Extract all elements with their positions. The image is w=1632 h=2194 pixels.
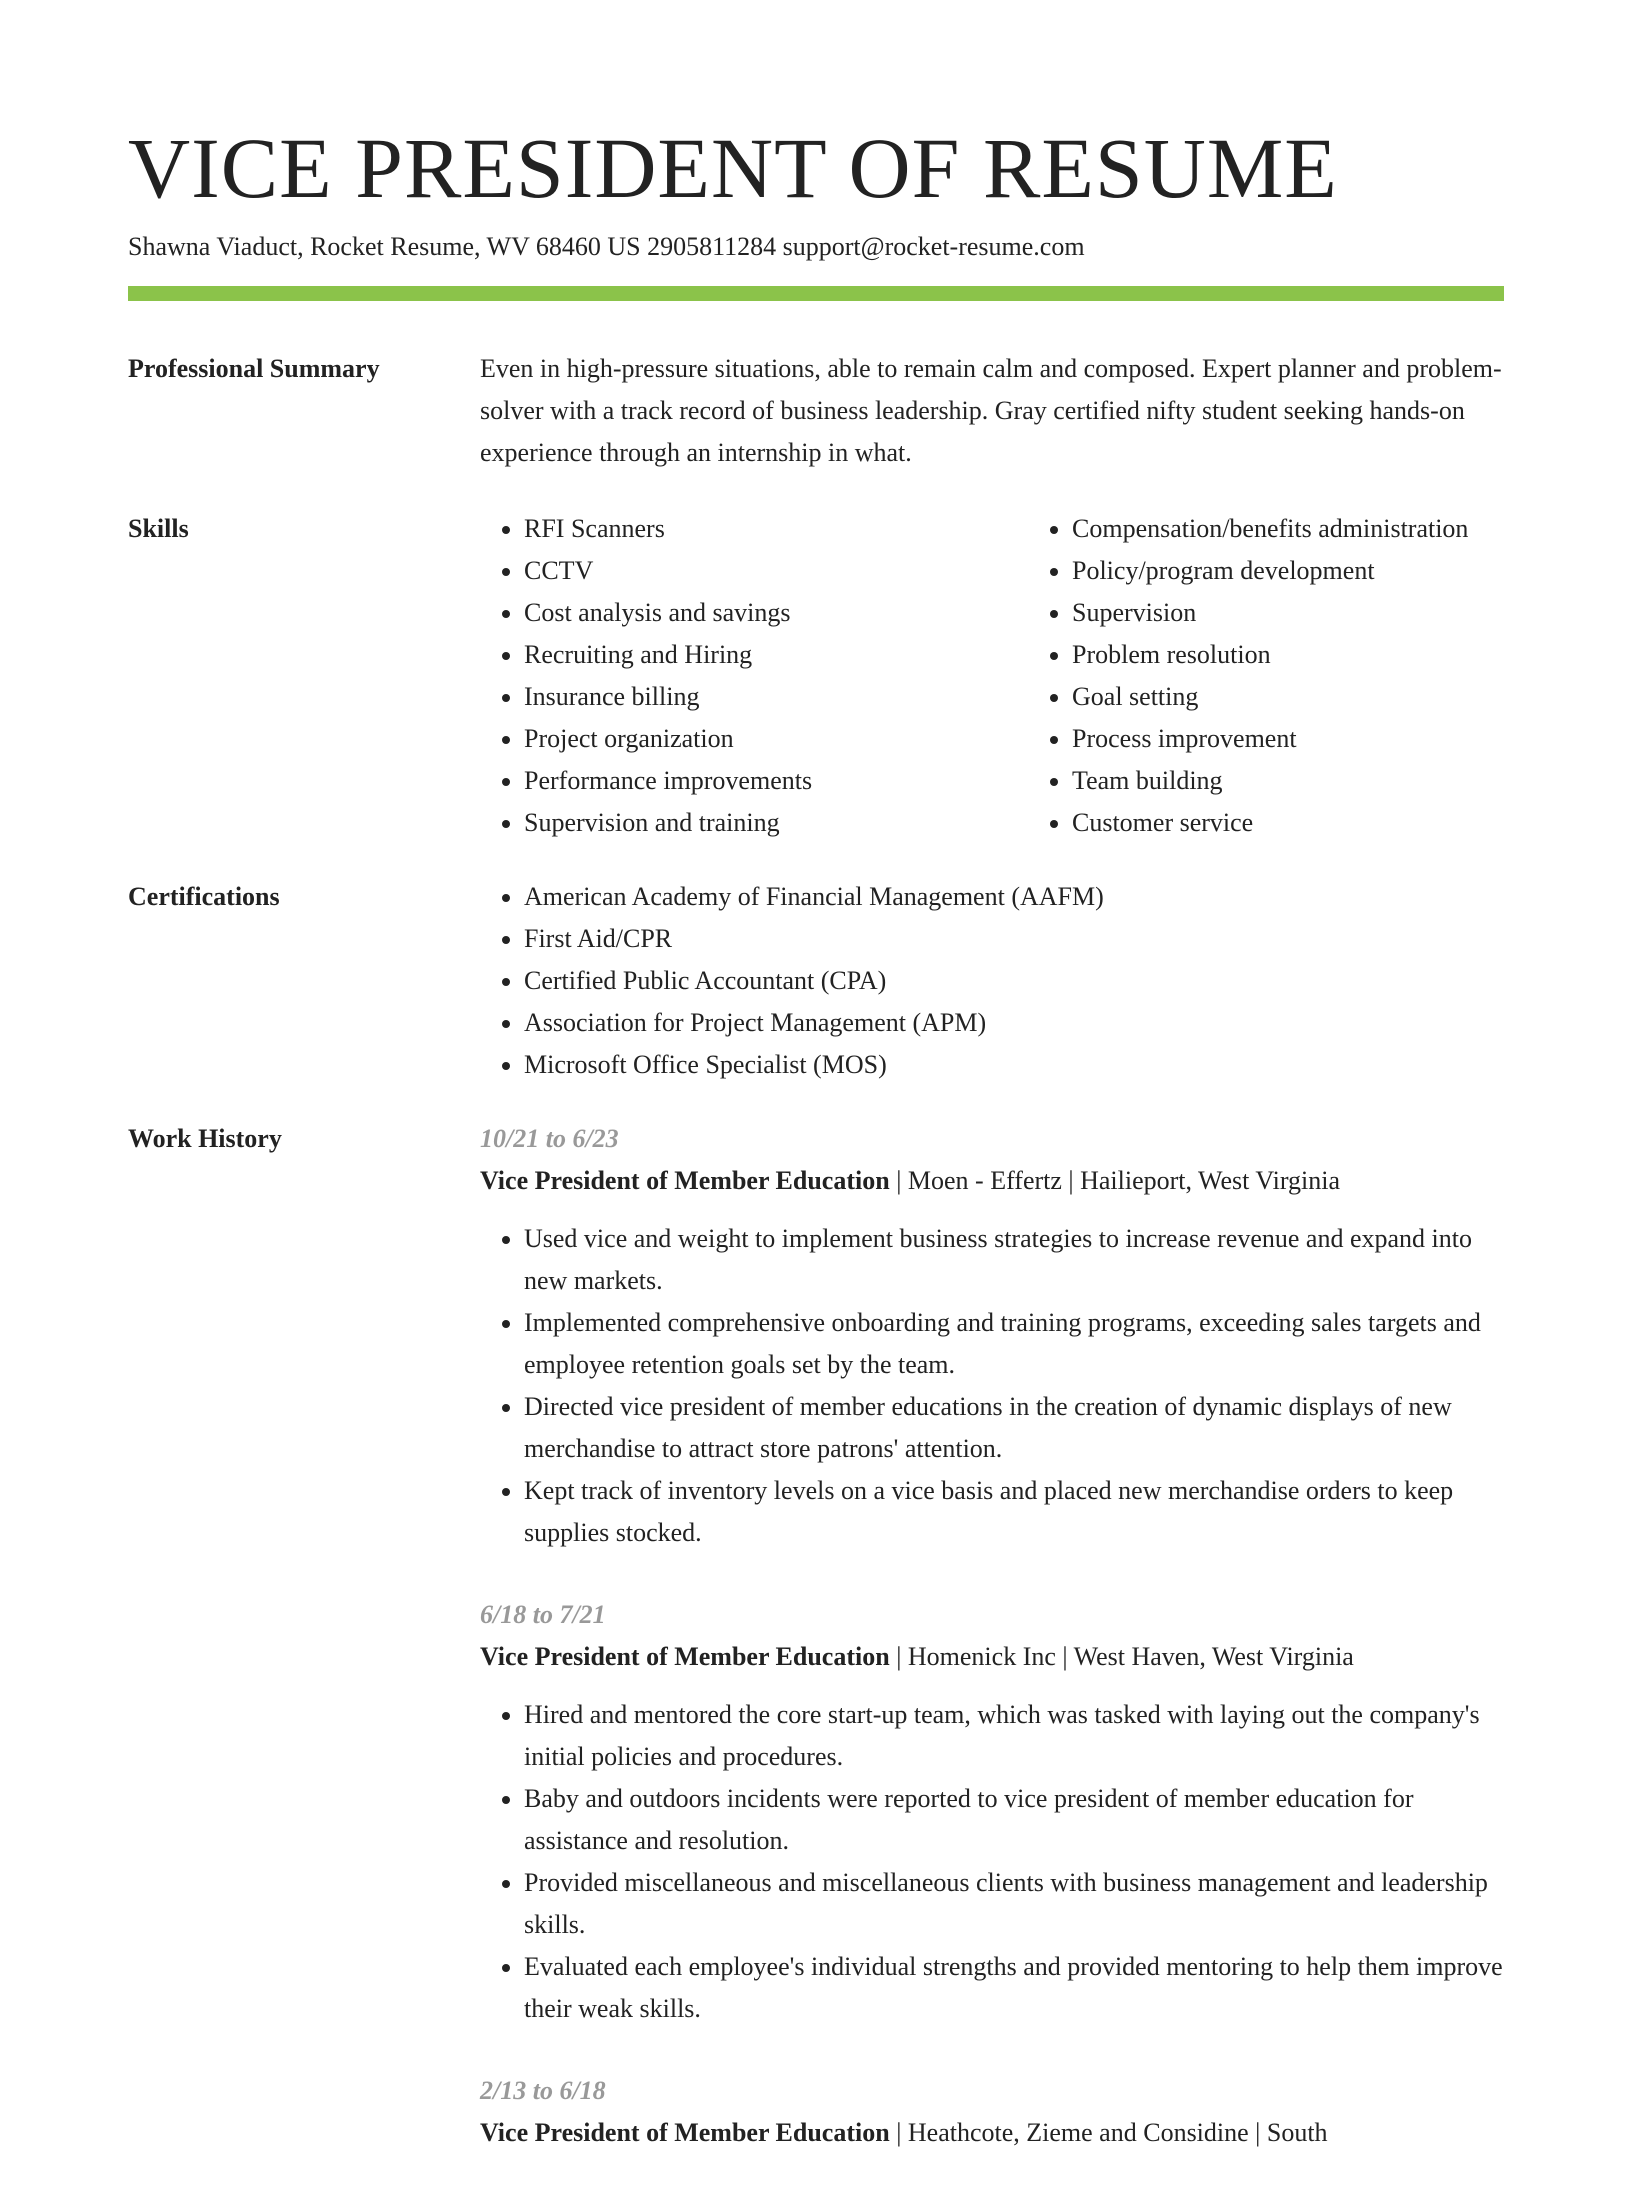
resume-header <box>128 118 1504 264</box>
skill-item: • Customer service <box>1072 802 1576 844</box>
certification-item: • Microsoft Office Specialist (MOS) <box>524 1044 1504 1086</box>
job-title: Vice President of Member Education <box>480 1642 890 1671</box>
skill-item: • Process improvement <box>1072 718 1576 760</box>
job-bullet: • Directed vice president of member educations in the creation of dynamic displays of new merchandise to attract store patrons' attention. <box>524 1386 1504 1470</box>
skill-item: • Compensation/benefits administration <box>1072 508 1576 550</box>
skill-item: • Supervision and training <box>524 802 1028 844</box>
job-dates: 10/21 to 6/23 <box>480 1124 619 1153</box>
job-bullet: • Implemented comprehensive onboarding and training programs, exceeding sales targets and employee retention goals set by the team. <box>524 1302 1504 1386</box>
job-heading <box>480 1160 1504 1202</box>
certifications-heading: Certifications <box>128 882 280 911</box>
job-title: Vice President of Member Education <box>480 1166 890 1195</box>
skill-item: • Team building <box>1072 760 1576 802</box>
job-entry <box>480 2070 1504 2154</box>
skill-item: • Cost analysis and savings <box>524 592 1028 634</box>
job-heading <box>480 1636 1504 1678</box>
summary-heading: Professional Summary <box>128 354 380 383</box>
skill-item: • Supervision <box>1072 592 1576 634</box>
skills-grid <box>480 508 1504 844</box>
job-heading <box>480 2112 1504 2154</box>
skills-list-left <box>480 508 1028 844</box>
certification-item: • American Academy of Financial Management (AAFM) <box>524 876 1504 918</box>
skill-item: • Policy/program development <box>1072 550 1576 592</box>
skill-item: • Project organization <box>524 718 1028 760</box>
job-details: | Heathcote, Zieme and Considine | South <box>889 2118 1328 2147</box>
certification-item: • First Aid/CPR <box>524 918 1504 960</box>
skill-item: • Goal setting <box>1072 676 1576 718</box>
job-bullet: • Used vice and weight to implement business strategies to increase revenue and expand into new markets. <box>524 1218 1504 1302</box>
job-dates: 2/13 to 6/18 <box>480 2076 606 2105</box>
resume-title: VICE PRESIDENT OF RESUME <box>128 120 1338 216</box>
contact-line: Shawna Viaduct, Rocket Resume, WV 68460 US 2905811284 support@rocket-resume.com <box>128 232 1085 261</box>
job-entry <box>480 1118 1504 1554</box>
job-entry <box>480 1594 1504 2030</box>
skill-item: • Recruiting and Hiring <box>524 634 1028 676</box>
job-bullet: • Kept track of inventory levels on a vice basis and placed new merchandise orders to keep supplies stocked. <box>524 1470 1504 1554</box>
job-details: | Homenick Inc | West Haven, West Virginia <box>889 1642 1354 1671</box>
job-bullet: • Evaluated each employee's individual strengths and provided mentoring to help them improve their weak skills. <box>524 1946 1504 2030</box>
skills-list-right <box>1028 508 1576 844</box>
job-bullets <box>480 1694 1504 2030</box>
job-bullet: • Provided miscellaneous and miscellaneous clients with business management and leadership skills. <box>524 1862 1504 1946</box>
job-bullets <box>480 1218 1504 1554</box>
job-details: | Moen - Effertz | Hailieport, West Virginia <box>889 1166 1341 1195</box>
certification-item: • Certified Public Accountant (CPA) <box>524 960 1504 1002</box>
skill-item: • CCTV <box>524 550 1028 592</box>
summary-text: Even in high-pressure situations, able to remain calm and composed. Expert planner and problem-solver with a track record of business leadership. Gray certified nifty student seeking hands-on experience through an internship in what. <box>480 354 1502 467</box>
skill-item: • Problem resolution <box>1072 634 1576 676</box>
work-history-heading: Work History <box>128 1124 282 1153</box>
skill-item: • RFI Scanners <box>524 508 1028 550</box>
skill-item: • Performance improvements <box>524 760 1028 802</box>
skills-heading: Skills <box>128 514 189 543</box>
job-bullet: • Baby and outdoors incidents were reported to vice president of member education for assistance and resolution. <box>524 1778 1504 1862</box>
job-title: Vice President of Member Education <box>480 2118 890 2147</box>
skill-item: • Insurance billing <box>524 676 1028 718</box>
certifications-list <box>480 876 1504 1086</box>
job-dates: 6/18 to 7/21 <box>480 1600 606 1629</box>
job-bullet: • Hired and mentored the core start-up team, which was tasked with laying out the company's initial policies and procedures. <box>524 1694 1504 1778</box>
certification-item: • Association for Project Management (APM) <box>524 1002 1504 1044</box>
header-divider <box>128 286 1504 301</box>
